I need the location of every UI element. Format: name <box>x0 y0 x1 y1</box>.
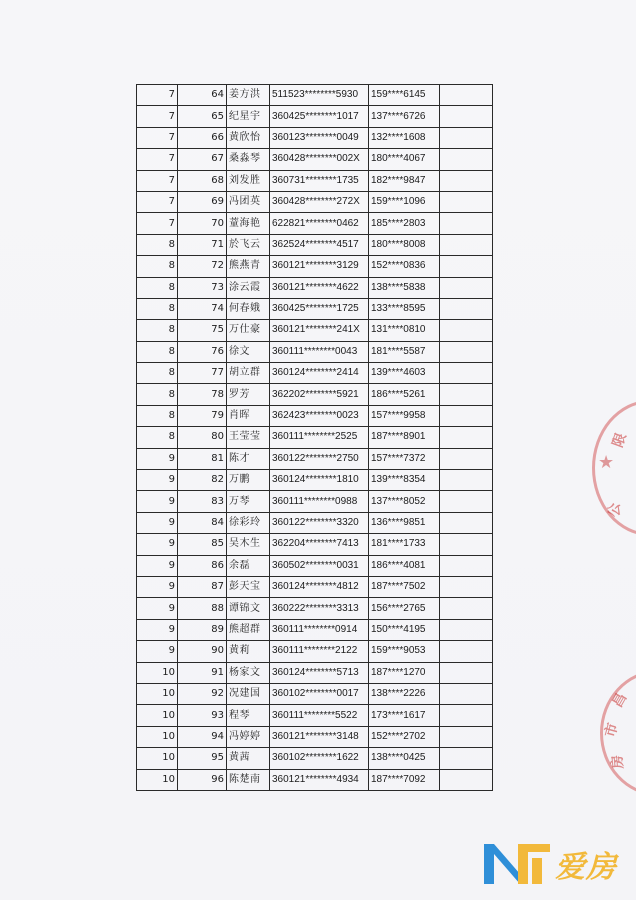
id-number-cell: 360121********4622 <box>270 277 369 298</box>
phone-cell: 159****1096 <box>369 191 440 212</box>
group-cell: 8 <box>137 298 178 319</box>
group-cell: 8 <box>137 320 178 341</box>
phone-cell: 185****2803 <box>369 213 440 234</box>
remarks-cell <box>440 555 493 576</box>
seq-cell: 95 <box>178 748 227 769</box>
group-cell: 10 <box>137 769 178 790</box>
table-row <box>137 405 493 426</box>
seq-cell: 71 <box>178 234 227 255</box>
group-cell: 9 <box>137 491 178 512</box>
name-cell: 刘发胜 <box>227 170 270 191</box>
name-cell: 何春娥 <box>227 298 270 319</box>
name-cell: 王莹莹 <box>227 427 270 448</box>
phone-cell: 186****5261 <box>369 384 440 405</box>
id-number-cell: 360102********1622 <box>270 748 369 769</box>
phone-cell: 180****8008 <box>369 234 440 255</box>
table-row <box>137 748 493 769</box>
table-row <box>137 256 493 277</box>
phone-cell: 187****8901 <box>369 427 440 448</box>
seq-cell: 86 <box>178 555 227 576</box>
phone-cell: 152****2702 <box>369 726 440 747</box>
seq-cell: 65 <box>178 106 227 127</box>
phone-cell: 157****7372 <box>369 448 440 469</box>
seq-cell: 91 <box>178 662 227 683</box>
group-cell: 7 <box>137 106 178 127</box>
name-cell: 谭锦文 <box>227 598 270 619</box>
table-row <box>137 384 493 405</box>
id-number-cell: 362202********5921 <box>270 384 369 405</box>
phone-cell: 137****6726 <box>369 106 440 127</box>
table-row <box>137 641 493 662</box>
seq-cell: 76 <box>178 341 227 362</box>
id-number-cell: 360111********2525 <box>270 427 369 448</box>
id-number-cell: 360124********2414 <box>270 363 369 384</box>
seq-cell: 73 <box>178 277 227 298</box>
seal-char: 市 <box>602 721 622 740</box>
phone-cell: 187****7092 <box>369 769 440 790</box>
group-cell: 7 <box>137 170 178 191</box>
table-row <box>137 234 493 255</box>
phone-cell: 138****0425 <box>369 748 440 769</box>
group-cell: 9 <box>137 619 178 640</box>
table-row <box>137 448 493 469</box>
id-number-cell: 360111********0914 <box>270 619 369 640</box>
group-cell: 10 <box>137 683 178 704</box>
table-row <box>137 705 493 726</box>
table-row <box>137 341 493 362</box>
name-cell: 万琴 <box>227 491 270 512</box>
group-cell: 9 <box>137 598 178 619</box>
group-cell: 9 <box>137 512 178 533</box>
group-cell: 8 <box>137 427 178 448</box>
name-cell: 涂云霞 <box>227 277 270 298</box>
id-number-cell: 360428********272X <box>270 191 369 212</box>
remarks-cell <box>440 534 493 555</box>
remarks-cell <box>440 705 493 726</box>
remarks-cell <box>440 662 493 683</box>
id-number-cell: 360121********241X <box>270 320 369 341</box>
remarks-cell <box>440 427 493 448</box>
phone-cell: 173****1617 <box>369 705 440 726</box>
table-row <box>137 726 493 747</box>
seq-cell: 94 <box>178 726 227 747</box>
group-cell: 10 <box>137 748 178 769</box>
remarks-cell <box>440 191 493 212</box>
table-row <box>137 277 493 298</box>
remarks-cell <box>440 470 493 491</box>
remarks-cell <box>440 363 493 384</box>
remarks-cell <box>440 619 493 640</box>
name-cell: 肖晖 <box>227 405 270 426</box>
table-row <box>137 555 493 576</box>
name-cell: 熊超群 <box>227 619 270 640</box>
table-row <box>137 191 493 212</box>
group-cell: 9 <box>137 641 178 662</box>
group-cell: 9 <box>137 555 178 576</box>
name-cell: 吴木生 <box>227 534 270 555</box>
seq-cell: 89 <box>178 619 227 640</box>
seq-cell: 96 <box>178 769 227 790</box>
id-number-cell: 360102********0017 <box>270 683 369 704</box>
table-row <box>137 619 493 640</box>
phone-cell: 132****1608 <box>369 127 440 148</box>
remarks-cell <box>440 85 493 106</box>
name-cell: 胡立群 <box>227 363 270 384</box>
name-cell: 程琴 <box>227 705 270 726</box>
table-row <box>137 534 493 555</box>
id-number-cell: 360124********1810 <box>270 470 369 491</box>
remarks-cell <box>440 170 493 191</box>
id-number-cell: 360111********0043 <box>270 341 369 362</box>
seal-char: 公 <box>607 503 623 517</box>
group-cell: 9 <box>137 534 178 555</box>
remarks-cell <box>440 448 493 469</box>
phone-cell: 181****1733 <box>369 534 440 555</box>
id-number-cell: 360731********1735 <box>270 170 369 191</box>
seq-cell: 66 <box>178 127 227 148</box>
remarks-cell <box>440 405 493 426</box>
group-cell: 7 <box>137 85 178 106</box>
remarks-cell <box>440 598 493 619</box>
phone-cell: 186****4081 <box>369 555 440 576</box>
id-number-cell: 360425********1725 <box>270 298 369 319</box>
name-cell: 罗芳 <box>227 384 270 405</box>
group-cell: 8 <box>137 363 178 384</box>
seq-cell: 92 <box>178 683 227 704</box>
group-cell: 7 <box>137 127 178 148</box>
id-number-cell: 511523********5930 <box>270 85 369 106</box>
table-row <box>137 298 493 319</box>
table-row <box>137 576 493 597</box>
phone-cell: 150****4195 <box>369 619 440 640</box>
remarks-cell <box>440 256 493 277</box>
table-row <box>137 106 493 127</box>
seq-cell: 75 <box>178 320 227 341</box>
id-number-cell: 360111********0988 <box>270 491 369 512</box>
phone-cell: 152****0836 <box>369 256 440 277</box>
name-cell: 陈楚南 <box>227 769 270 790</box>
seq-cell: 87 <box>178 576 227 597</box>
name-cell: 陈才 <box>227 448 270 469</box>
group-cell: 9 <box>137 576 178 597</box>
name-cell: 蕫海艳 <box>227 213 270 234</box>
name-cell: 黄欣怡 <box>227 127 270 148</box>
phone-cell: 133****8595 <box>369 298 440 319</box>
id-number-cell: 360111********2122 <box>270 641 369 662</box>
roster-body <box>137 85 493 791</box>
phone-cell: 187****1270 <box>369 662 440 683</box>
name-cell: 桑淼琴 <box>227 149 270 170</box>
phone-cell: 139****4603 <box>369 363 440 384</box>
brand-logo-text: 爱房 <box>555 850 617 885</box>
seq-cell: 90 <box>178 641 227 662</box>
seq-cell: 79 <box>178 405 227 426</box>
phone-cell: 159****6145 <box>369 85 440 106</box>
group-cell: 7 <box>137 213 178 234</box>
id-number-cell: 360428********002X <box>270 149 369 170</box>
phone-cell: 137****8052 <box>369 491 440 512</box>
table-row <box>137 127 493 148</box>
remarks-cell <box>440 683 493 704</box>
id-number-cell: 362204********7413 <box>270 534 369 555</box>
remarks-cell <box>440 127 493 148</box>
name-cell: 徐文 <box>227 341 270 362</box>
remarks-cell <box>440 213 493 234</box>
id-number-cell: 360222********3313 <box>270 598 369 619</box>
id-number-cell: 360121********3148 <box>270 726 369 747</box>
remarks-cell <box>440 491 493 512</box>
name-cell: 万鹏 <box>227 470 270 491</box>
id-number-cell: 360121********4934 <box>270 769 369 790</box>
seq-cell: 88 <box>178 598 227 619</box>
id-number-cell: 360111********5522 <box>270 705 369 726</box>
seq-cell: 64 <box>178 85 227 106</box>
remarks-cell <box>440 341 493 362</box>
group-cell: 8 <box>137 384 178 405</box>
remarks-cell <box>440 277 493 298</box>
seq-cell: 69 <box>178 191 227 212</box>
table-row <box>137 683 493 704</box>
name-cell: 於飞云 <box>227 234 270 255</box>
phone-cell: 138****2226 <box>369 683 440 704</box>
seq-cell: 81 <box>178 448 227 469</box>
name-cell: 万仕豪 <box>227 320 270 341</box>
phone-cell: 138****5838 <box>369 277 440 298</box>
group-cell: 8 <box>137 277 178 298</box>
seq-cell: 80 <box>178 427 227 448</box>
id-number-cell: 360122********2750 <box>270 448 369 469</box>
id-number-cell: 360425********1017 <box>270 106 369 127</box>
seq-cell: 78 <box>178 384 227 405</box>
group-cell: 10 <box>137 705 178 726</box>
remarks-cell <box>440 726 493 747</box>
id-number-cell: 360121********3129 <box>270 256 369 277</box>
phone-cell: 159****9053 <box>369 641 440 662</box>
remarks-cell <box>440 512 493 533</box>
remarks-cell <box>440 320 493 341</box>
table-row <box>137 320 493 341</box>
table-row <box>137 427 493 448</box>
name-cell: 冯婷婷 <box>227 726 270 747</box>
name-cell: 黄茜 <box>227 748 270 769</box>
seal-char: 房 <box>609 754 627 770</box>
seq-cell: 85 <box>178 534 227 555</box>
seq-cell: 83 <box>178 491 227 512</box>
phone-cell: 156****2765 <box>369 598 440 619</box>
seq-cell: 77 <box>178 363 227 384</box>
phone-cell: 157****9958 <box>369 405 440 426</box>
name-cell: 熊燕青 <box>227 256 270 277</box>
table-row <box>137 213 493 234</box>
phone-cell: 139****8354 <box>369 470 440 491</box>
name-cell: 况建国 <box>227 683 270 704</box>
seq-cell: 67 <box>178 149 227 170</box>
seq-cell: 82 <box>178 470 227 491</box>
seal-char: 限 <box>610 431 630 450</box>
remarks-cell <box>440 576 493 597</box>
table-row <box>137 85 493 106</box>
group-cell: 8 <box>137 405 178 426</box>
phone-cell: 182****9847 <box>369 170 440 191</box>
id-number-cell: 362423********0023 <box>270 405 369 426</box>
name-cell: 余磊 <box>227 555 270 576</box>
group-cell: 8 <box>137 256 178 277</box>
seq-cell: 70 <box>178 213 227 234</box>
id-number-cell: 360124********4812 <box>270 576 369 597</box>
remarks-cell <box>440 769 493 790</box>
table-row <box>137 470 493 491</box>
group-cell: 8 <box>137 234 178 255</box>
phone-cell: 181****5587 <box>369 341 440 362</box>
name-cell: 杨家文 <box>227 662 270 683</box>
group-cell: 10 <box>137 726 178 747</box>
group-cell: 9 <box>137 448 178 469</box>
phone-cell: 136****9851 <box>369 512 440 533</box>
seq-cell: 93 <box>178 705 227 726</box>
seq-cell: 74 <box>178 298 227 319</box>
table-row <box>137 491 493 512</box>
remarks-cell <box>440 106 493 127</box>
name-cell: 姜方洪 <box>227 85 270 106</box>
id-number-cell: 362524********4517 <box>270 234 369 255</box>
roster-table <box>136 84 493 791</box>
name-cell: 彭天宝 <box>227 576 270 597</box>
id-number-cell: 360123********0049 <box>270 127 369 148</box>
table-row <box>137 598 493 619</box>
group-cell: 9 <box>137 470 178 491</box>
table-row <box>137 149 493 170</box>
id-number-cell: 360502********0031 <box>270 555 369 576</box>
phone-cell: 131****0810 <box>369 320 440 341</box>
group-cell: 8 <box>137 341 178 362</box>
id-number-cell: 622821********0462 <box>270 213 369 234</box>
seq-cell: 72 <box>178 256 227 277</box>
seal-star-icon: ★ <box>598 452 615 473</box>
table-row <box>137 769 493 790</box>
seq-cell: 84 <box>178 512 227 533</box>
seq-cell: 68 <box>178 170 227 191</box>
name-cell: 纪星宇 <box>227 106 270 127</box>
name-cell: 徐彩玲 <box>227 512 270 533</box>
group-cell: 10 <box>137 662 178 683</box>
table-row <box>137 662 493 683</box>
phone-cell: 187****7502 <box>369 576 440 597</box>
phone-cell: 180****4067 <box>369 149 440 170</box>
remarks-cell <box>440 149 493 170</box>
remarks-cell <box>440 748 493 769</box>
group-cell: 7 <box>137 191 178 212</box>
table-row <box>137 170 493 191</box>
name-cell: 冯团英 <box>227 191 270 212</box>
group-cell: 7 <box>137 149 178 170</box>
remarks-cell <box>440 641 493 662</box>
name-cell: 黄莉 <box>227 641 270 662</box>
id-number-cell: 360122********3320 <box>270 512 369 533</box>
remarks-cell <box>440 298 493 319</box>
remarks-cell <box>440 234 493 255</box>
table-row <box>137 363 493 384</box>
table-row <box>137 512 493 533</box>
id-number-cell: 360124********5713 <box>270 662 369 683</box>
seal-char: 昌 <box>609 690 631 711</box>
remarks-cell <box>440 384 493 405</box>
